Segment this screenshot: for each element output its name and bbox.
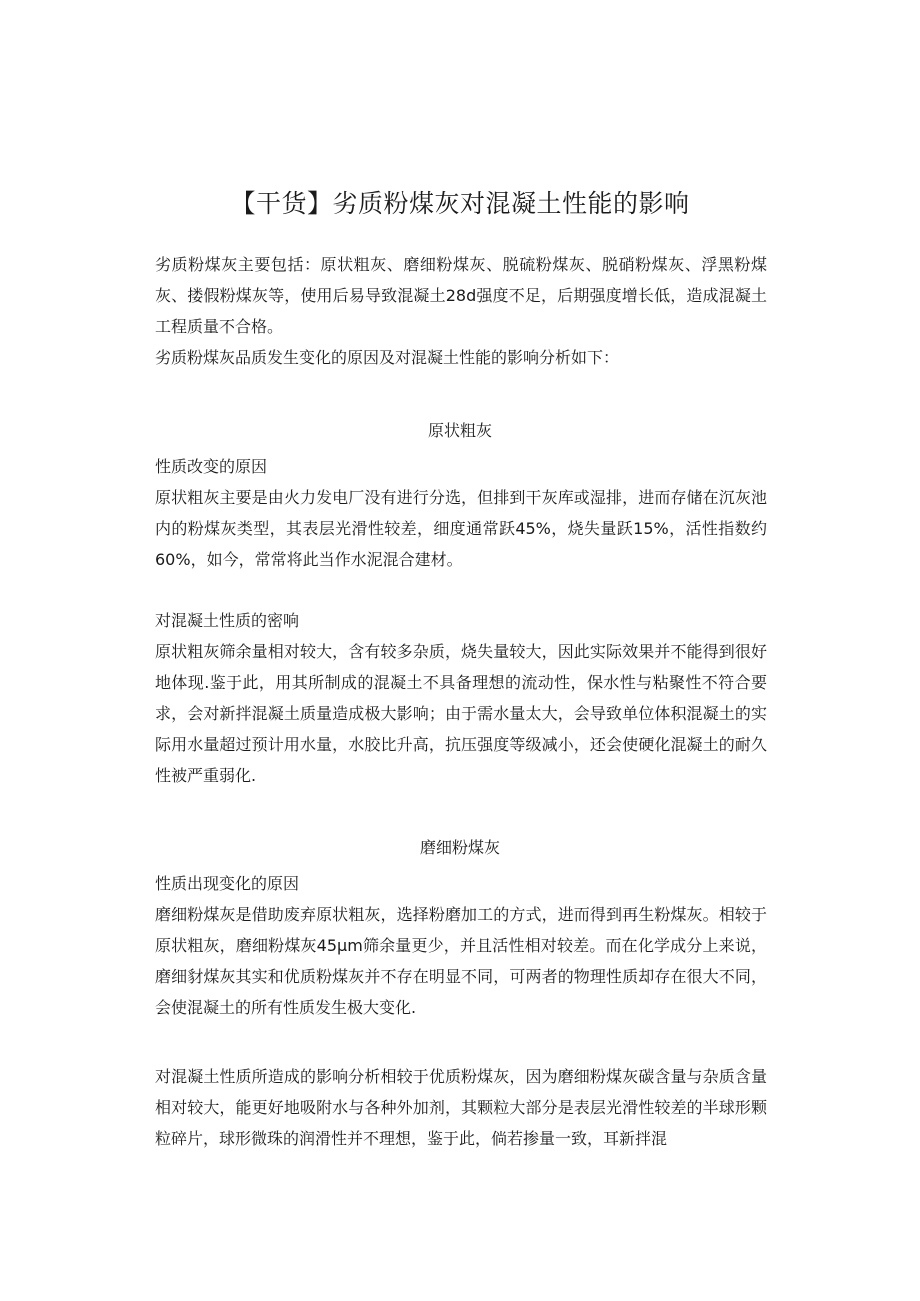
intro-paragraph-2: 劣质粉煤灰品质发生变化的原因及对混凝土性能的影响分析如下： bbox=[155, 348, 620, 367]
intro-paragraph-1: 劣质粉煤灰主要包括：原状粗灰、磨细粉煤灰、脱硫粉煤灰、脱硝粉煤灰、浮黑粉煤灰、搂假粉煤灰等，使用后易导致混凝土28d强度不足，后期强度增长低，造成混凝土工程质量不合格。 bbox=[155, 255, 767, 336]
section-paragraph: 磨细粉煤灰是借助废弃原状粗灰，选择粉磨加工的方式，进而得到再生粉煤灰。相较于原状粗灰，磨细粉煤灰45μm筛余量更少，并且活性相对较差。而在化学成分上来说，磨细豺煤灰其实和优质粉煤灰并不存在明显不同，可两者的物理性质却存在很大不同，会使混凝土的所有性质发生极大变化. bbox=[155, 905, 767, 1017]
section-subheading: 性质出现变化的原因 bbox=[155, 874, 300, 893]
page-title: 【干货】劣质粉煤灰对混凝土性能的影响 bbox=[230, 189, 690, 218]
section-heading-raw-coarse-ash: 原状粗灰 bbox=[427, 421, 492, 440]
section-subheading: 性质改变的原因 bbox=[155, 457, 268, 476]
section-paragraph: 原状粗灰主要是由火力发电厂没有进行分选，但排到干灰库或湿排，进而存储在沉灰池内的粉煤灰类型，其表层光滑性较差，细度通常跃45%，烧失量跃15%，活性指数约60%，如今，常常将此当作水泥混合建材。 bbox=[155, 488, 767, 569]
section-heading-ground-fly-ash: 磨细粉煤灰 bbox=[419, 838, 500, 857]
section-paragraph: 原状粗灰筛余量相对较大，含有较多杂质，烧失量较大，因此实际效果并不能得到很好地体现.鉴于此，用其所制成的混凝土不具备理想的流动性，保水性与粘聚性不符合要求，会对新拌混凝土质量造成极大影响；由于需水量太大，会导致单位体积混凝土的实际用水量超过预计用水量，水胶比升高，抗压强度等级减小，还会使硬化混凝土的耐久性被严重弱化. bbox=[155, 642, 767, 785]
section-paragraph: 对混凝土性质所造成的影响分析相较于优质粉煤灰，因为磨细粉煤灰碳含量与杂质含量相对较大，能更好地吸附水与各种外加剂，其颗粒大部分是表层光滑性较差的半球形颗粒碎片，球形微珠的润滑性并不理想，鉴于此，倘若掺量一致，耳新拌混 bbox=[155, 1067, 767, 1148]
section-subheading: 对混凝土性质的密响 bbox=[155, 611, 300, 630]
